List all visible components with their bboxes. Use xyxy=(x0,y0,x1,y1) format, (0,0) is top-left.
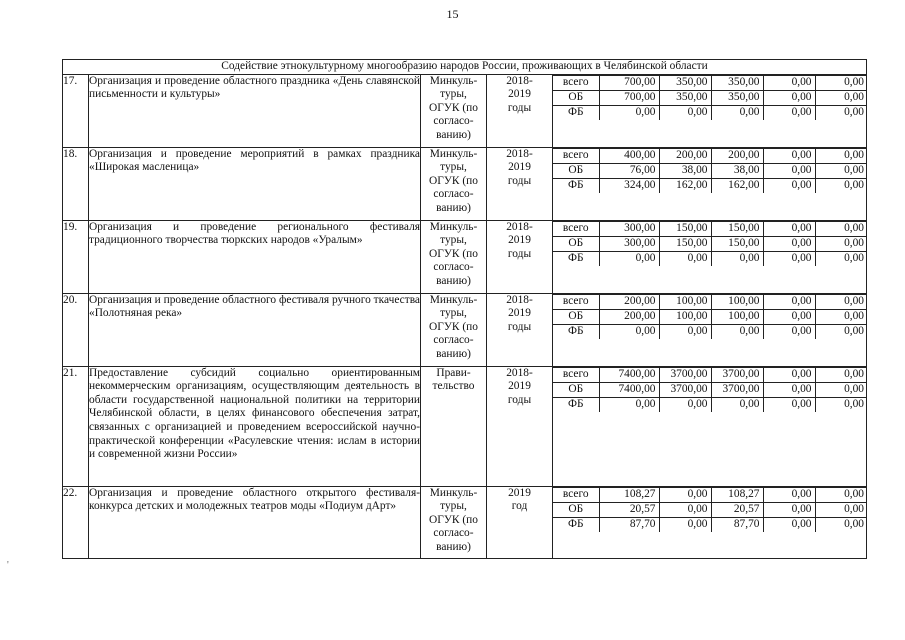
amount-cell: 0,00 xyxy=(763,105,815,120)
executor-line: ванию) xyxy=(436,540,471,553)
event-name: Организация и проведение мероприятий в рамках праздника «Широкая масленица» xyxy=(89,147,421,220)
amount-cell: 0,00 xyxy=(763,163,815,178)
amount-cell: 0,00 xyxy=(763,90,815,105)
amount-cell: 7400,00 xyxy=(599,367,659,382)
amount-cell: 0,00 xyxy=(763,367,815,382)
amount-cell: 200,00 xyxy=(711,148,763,163)
period-cell xyxy=(487,366,553,486)
financing-cell xyxy=(553,293,867,366)
funding-source: ФБ xyxy=(553,397,599,412)
period-line: годы xyxy=(507,101,532,114)
amount-cell: 0,00 xyxy=(815,382,867,397)
financing-row xyxy=(553,309,867,324)
amount-cell: 76,00 xyxy=(599,163,659,178)
period-cell xyxy=(487,486,553,558)
executor-line: согласо- xyxy=(433,527,474,540)
page-number: 15 xyxy=(446,7,459,21)
financing-row xyxy=(553,397,867,412)
amount-cell: 700,00 xyxy=(599,90,659,105)
amount-cell: 0,00 xyxy=(711,324,763,339)
period-line: 2019 xyxy=(508,161,531,174)
program-table-body xyxy=(63,60,867,559)
financing-row xyxy=(553,75,867,90)
funding-source: всего xyxy=(553,148,599,163)
financing-row xyxy=(553,324,867,339)
amount-cell: 0,00 xyxy=(815,397,867,412)
amount-cell: 108,27 xyxy=(711,487,763,502)
amount-cell: 87,70 xyxy=(711,517,763,532)
amount-cell: 0,00 xyxy=(815,367,867,382)
executor-cell xyxy=(421,293,487,366)
amount-cell: 0,00 xyxy=(763,251,815,266)
amount-cell: 200,00 xyxy=(599,309,659,324)
table-row xyxy=(63,220,867,293)
margin-mark: ' xyxy=(7,560,9,571)
event-name: Организация и проведение областного праздника «День славянской письменности и культуры» xyxy=(89,74,421,147)
executor-line: туры, xyxy=(440,234,467,247)
amount-cell: 100,00 xyxy=(659,309,711,324)
table-row xyxy=(63,366,867,486)
executor-line: ванию) xyxy=(436,274,471,287)
amount-cell: 0,00 xyxy=(599,324,659,339)
amount-cell: 0,00 xyxy=(815,324,867,339)
amount-cell: 0,00 xyxy=(815,309,867,324)
executor-line: Минкуль- xyxy=(429,74,478,87)
amount-cell: 100,00 xyxy=(659,294,711,309)
financing-table xyxy=(553,148,867,193)
executor-line: ванию) xyxy=(436,201,471,214)
amount-cell: 0,00 xyxy=(815,236,867,251)
financing-cell xyxy=(553,220,867,293)
financing-row xyxy=(553,178,867,193)
amount-cell: 350,00 xyxy=(659,90,711,105)
amount-cell: 0,00 xyxy=(711,397,763,412)
financing-cell xyxy=(553,486,867,558)
financing-row xyxy=(553,221,867,236)
financing-cell xyxy=(553,74,867,147)
amount-cell: 0,00 xyxy=(815,178,867,193)
period-cell xyxy=(487,220,553,293)
funding-source: ФБ xyxy=(553,251,599,266)
executor-line: туры, xyxy=(440,88,467,101)
period-line: годы xyxy=(507,247,532,260)
amount-cell: 0,00 xyxy=(659,105,711,120)
funding-source: ОБ xyxy=(553,309,599,324)
amount-cell: 3700,00 xyxy=(711,382,763,397)
executor-cell xyxy=(421,220,487,293)
executor-line: ОГУК (по xyxy=(429,320,478,333)
period-line: 2019 xyxy=(508,234,531,247)
amount-cell: 162,00 xyxy=(711,178,763,193)
executor-cell xyxy=(421,147,487,220)
period-cell xyxy=(487,147,553,220)
program-table xyxy=(62,59,867,559)
amount-cell: 150,00 xyxy=(711,236,763,251)
amount-cell: 0,00 xyxy=(815,148,867,163)
amount-cell: 0,00 xyxy=(815,90,867,105)
financing-row xyxy=(553,251,867,266)
amount-cell: 350,00 xyxy=(659,75,711,90)
amount-cell: 300,00 xyxy=(599,221,659,236)
row-number: 18. xyxy=(63,147,89,220)
amount-cell: 3700,00 xyxy=(659,382,711,397)
executor-line: Минкуль- xyxy=(429,220,478,233)
financing-row xyxy=(553,487,867,502)
amount-cell: 0,00 xyxy=(763,397,815,412)
amount-cell: 324,00 xyxy=(599,178,659,193)
funding-source: ОБ xyxy=(553,382,599,397)
funding-source: ОБ xyxy=(553,236,599,251)
period-line: годы xyxy=(507,320,532,333)
amount-cell: 20,57 xyxy=(599,502,659,517)
financing-row xyxy=(553,382,867,397)
amount-cell: 0,00 xyxy=(815,221,867,236)
period-line: 2019 xyxy=(508,88,531,101)
amount-cell: 0,00 xyxy=(659,502,711,517)
financing-cell xyxy=(553,366,867,486)
financing-row xyxy=(553,236,867,251)
executor-line: ОГУК (по xyxy=(429,247,478,260)
funding-source: ОБ xyxy=(553,163,599,178)
period-line: 2018- xyxy=(506,220,533,233)
amount-cell: 150,00 xyxy=(659,221,711,236)
funding-source: ФБ xyxy=(553,324,599,339)
executor-line: туры, xyxy=(440,307,467,320)
amount-cell: 0,00 xyxy=(815,487,867,502)
amount-cell: 150,00 xyxy=(711,221,763,236)
funding-source: ФБ xyxy=(553,517,599,532)
amount-cell: 0,00 xyxy=(763,294,815,309)
financing-row xyxy=(553,163,867,178)
table-row xyxy=(63,74,867,147)
executor-line: тельство xyxy=(432,380,475,393)
row-number: 19. xyxy=(63,220,89,293)
amount-cell: 0,00 xyxy=(815,294,867,309)
amount-cell: 38,00 xyxy=(659,163,711,178)
financing-row xyxy=(553,294,867,309)
amount-cell: 0,00 xyxy=(763,517,815,532)
amount-cell: 0,00 xyxy=(763,309,815,324)
executor-line: согласо- xyxy=(433,334,474,347)
executor-cell xyxy=(421,486,487,558)
executor-line: Прави- xyxy=(436,366,471,379)
period-line: 2018- xyxy=(506,366,533,379)
amount-cell: 400,00 xyxy=(599,148,659,163)
financing-table xyxy=(553,75,867,120)
period-line: 2018- xyxy=(506,74,533,87)
executor-line: согласо- xyxy=(433,261,474,274)
financing-table xyxy=(553,221,867,266)
funding-source: всего xyxy=(553,487,599,502)
table-row xyxy=(63,293,867,366)
amount-cell: 150,00 xyxy=(659,236,711,251)
row-number: 17. xyxy=(63,74,89,147)
amount-cell: 0,00 xyxy=(659,517,711,532)
executor-line: ОГУК (по xyxy=(429,101,478,114)
amount-cell: 3700,00 xyxy=(659,367,711,382)
row-number: 20. xyxy=(63,293,89,366)
funding-source: ФБ xyxy=(553,178,599,193)
table-row xyxy=(63,147,867,220)
period-line: 2018- xyxy=(506,293,533,306)
amount-cell: 700,00 xyxy=(599,75,659,90)
amount-cell: 0,00 xyxy=(659,487,711,502)
executor-line: Минкуль- xyxy=(429,147,478,160)
period-line: 2019 xyxy=(508,380,531,393)
event-name: Предоставление субсидий социально ориентированным некоммерческим организациям, осуществляющим деятельность в области государственной национальной политики на территории Челябинской области, в целях финансового обеспечения затрат, связанных с организацией и проведением всероссийской научно-практической конференции «Расулевские чтения: ислам в истории и современной жизни России» xyxy=(89,366,421,486)
amount-cell: 0,00 xyxy=(815,517,867,532)
financing-row xyxy=(553,148,867,163)
amount-cell: 350,00 xyxy=(711,90,763,105)
funding-source: всего xyxy=(553,294,599,309)
funding-source: ОБ xyxy=(553,502,599,517)
financing-table xyxy=(553,487,867,532)
amount-cell: 38,00 xyxy=(711,163,763,178)
executor-line: туры, xyxy=(440,500,467,513)
amount-cell: 87,70 xyxy=(599,517,659,532)
period-line: 2019 xyxy=(508,307,531,320)
amount-cell: 200,00 xyxy=(659,148,711,163)
financing-row xyxy=(553,502,867,517)
executor-line: ОГУК (по xyxy=(429,513,478,526)
amount-cell: 0,00 xyxy=(815,163,867,178)
amount-cell: 0,00 xyxy=(659,324,711,339)
amount-cell: 0,00 xyxy=(763,502,815,517)
funding-source: ФБ xyxy=(553,105,599,120)
row-number: 21. xyxy=(63,366,89,486)
funding-source: всего xyxy=(553,367,599,382)
funding-source: всего xyxy=(553,221,599,236)
financing-row xyxy=(553,90,867,105)
amount-cell: 3700,00 xyxy=(711,367,763,382)
amount-cell: 0,00 xyxy=(763,75,815,90)
section-title: Содействие этнокультурному многообразию народов России, проживающих в Челябинской области xyxy=(63,60,867,75)
amount-cell: 0,00 xyxy=(763,236,815,251)
amount-cell: 7400,00 xyxy=(599,382,659,397)
financing-cell xyxy=(553,147,867,220)
executor-line: Минкуль- xyxy=(429,486,478,499)
amount-cell: 200,00 xyxy=(599,294,659,309)
period-line: годы xyxy=(507,393,532,406)
amount-cell: 108,27 xyxy=(599,487,659,502)
amount-cell: 0,00 xyxy=(763,148,815,163)
amount-cell: 0,00 xyxy=(815,502,867,517)
period-line: годы xyxy=(507,174,532,187)
amount-cell: 0,00 xyxy=(659,397,711,412)
executor-line: Минкуль- xyxy=(429,293,478,306)
funding-source: ОБ xyxy=(553,90,599,105)
financing-row xyxy=(553,367,867,382)
section-row xyxy=(63,60,867,75)
period-cell xyxy=(487,293,553,366)
event-name: Организация и проведение областного фестиваля ручного ткачества «Полотняная река» xyxy=(89,293,421,366)
amount-cell: 0,00 xyxy=(815,105,867,120)
amount-cell: 300,00 xyxy=(599,236,659,251)
amount-cell: 0,00 xyxy=(763,221,815,236)
financing-row xyxy=(553,105,867,120)
amount-cell: 0,00 xyxy=(711,251,763,266)
amount-cell: 162,00 xyxy=(659,178,711,193)
event-name: Организация и проведение регионального фестиваля традиционного творчества тюркских народов «Уралым» xyxy=(89,220,421,293)
table-row xyxy=(63,486,867,558)
amount-cell: 0,00 xyxy=(815,75,867,90)
row-number: 22. xyxy=(63,486,89,558)
executor-line: согласо- xyxy=(433,188,474,201)
amount-cell: 20,57 xyxy=(711,502,763,517)
amount-cell: 0,00 xyxy=(763,324,815,339)
executor-line: туры, xyxy=(440,161,467,174)
amount-cell: 0,00 xyxy=(763,382,815,397)
amount-cell: 100,00 xyxy=(711,309,763,324)
amount-cell: 0,00 xyxy=(711,105,763,120)
executor-line: ОГУК (по xyxy=(429,174,478,187)
amount-cell: 0,00 xyxy=(599,251,659,266)
executor-cell xyxy=(421,74,487,147)
financing-row xyxy=(553,517,867,532)
amount-cell: 0,00 xyxy=(599,397,659,412)
financing-table xyxy=(553,294,867,339)
period-cell xyxy=(487,74,553,147)
period-line: 2019 xyxy=(508,486,531,499)
amount-cell: 0,00 xyxy=(763,487,815,502)
executor-line: ванию) xyxy=(436,128,471,141)
financing-table xyxy=(553,367,867,412)
executor-cell xyxy=(421,366,487,486)
amount-cell: 0,00 xyxy=(659,251,711,266)
event-name: Организация и проведение областного открытого фестиваля-конкурса детских и молодежных театров моды «Подиум дАрт» xyxy=(89,486,421,558)
amount-cell: 100,00 xyxy=(711,294,763,309)
amount-cell: 0,00 xyxy=(763,178,815,193)
amount-cell: 350,00 xyxy=(711,75,763,90)
executor-line: ванию) xyxy=(436,347,471,360)
amount-cell: 0,00 xyxy=(599,105,659,120)
funding-source: всего xyxy=(553,75,599,90)
executor-line: согласо- xyxy=(433,115,474,128)
amount-cell: 0,00 xyxy=(815,251,867,266)
period-line: год xyxy=(511,500,528,513)
period-line: 2018- xyxy=(506,147,533,160)
